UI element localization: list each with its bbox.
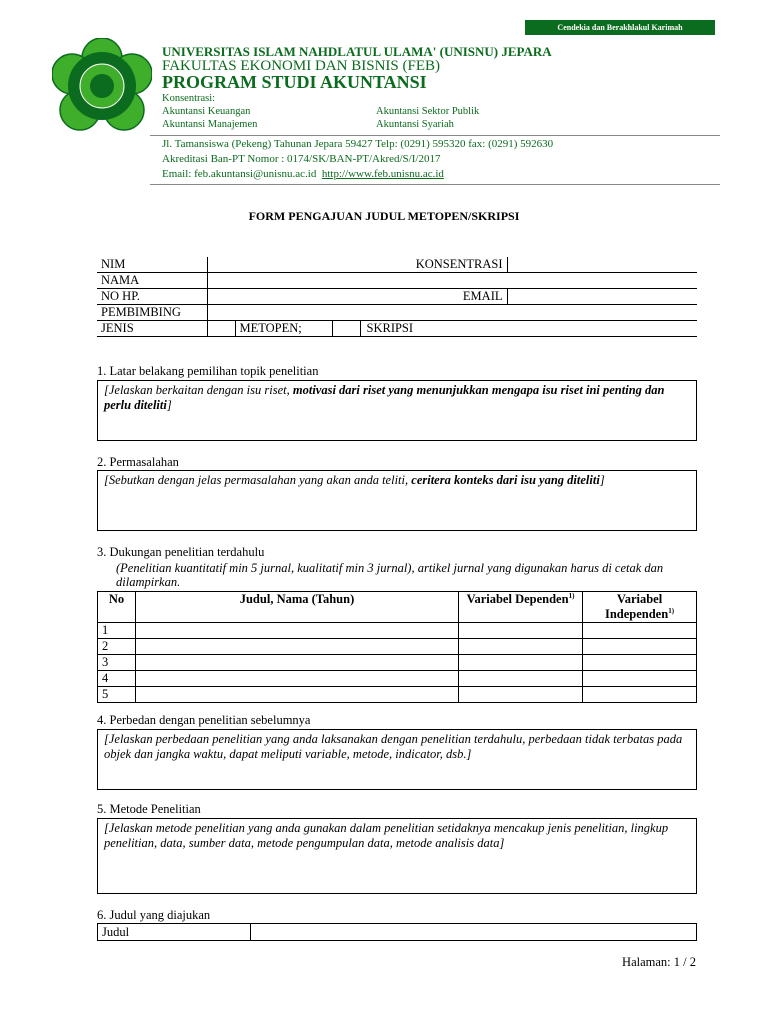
- address: Jl. Tamansiswa (Pekeng) Tahunan Jepara 59427 Telp: (0291) 595320 fax: (0291) 592630: [162, 138, 554, 150]
- nohp-label: NO HP.: [97, 289, 207, 305]
- latar-belakang-field[interactable]: [97, 380, 697, 441]
- instruction: [Jelaskan metode penelitian yang anda gunakan dalam penelitian setidaknya mencakup jenis penelitian, lingkup penelitian, data, sumber data, metode pengumpulan data, metode analisis data]: [104, 821, 669, 850]
- email-field[interactable]: [507, 289, 697, 305]
- cell[interactable]: [583, 623, 697, 639]
- instruction-bold: motivasi dari riset yang menunjukkan mengapa isu riset ini penting dan perlu diteliti: [104, 383, 665, 412]
- table-row: [98, 655, 697, 671]
- metode-field[interactable]: [97, 818, 697, 894]
- identity-table: [97, 257, 697, 337]
- cell[interactable]: [136, 687, 459, 703]
- konsentrasi-label: Konsentrasi:: [162, 93, 216, 104]
- instruction-bold: ceritera konteks dari isu yang diteliti: [411, 473, 600, 487]
- section-3-title: 3. Dukungan penelitian terdahulu: [97, 545, 265, 559]
- skripsi-checkbox[interactable]: [333, 321, 361, 336]
- row-number: 1: [98, 623, 136, 639]
- cell[interactable]: [583, 655, 697, 671]
- nama-label: NAMA: [97, 273, 207, 289]
- cell[interactable]: [459, 639, 583, 655]
- table-row: [98, 623, 697, 639]
- col-independen: Variabel Independen: [604, 592, 669, 622]
- konsentrasi-field[interactable]: [507, 257, 697, 273]
- judul-field[interactable]: [251, 924, 697, 941]
- row-number: 3: [98, 655, 136, 671]
- jenis-label: JENIS: [97, 321, 207, 337]
- skripsi-label: SKRIPSI: [366, 321, 414, 336]
- cell[interactable]: [136, 639, 459, 655]
- metopen-checkbox[interactable]: [208, 321, 236, 336]
- cell[interactable]: [583, 639, 697, 655]
- faculty-name: FAKULTAS EKONOMI DAN BISNIS (FEB): [162, 58, 440, 74]
- section-2-title: 2. Permasalahan: [97, 455, 179, 469]
- row-number: 4: [98, 671, 136, 687]
- row-number: 2: [98, 639, 136, 655]
- instruction: ]: [599, 473, 605, 487]
- section-3-note: (Penelitian kuantitatif min 5 jurnal, kualitatif min 3 jurnal), artikel jurnal yang digunakan harus di cetak dan dilampirkan.: [116, 561, 664, 589]
- col-judul: Judul, Nama (Tahun): [136, 592, 459, 623]
- judul-label: Judul: [98, 924, 251, 941]
- konsentrasi-item: Akuntansi Manajemen: [162, 119, 258, 130]
- konsentrasi-item: Akuntansi Sektor Publik: [376, 106, 480, 117]
- program-name: PROGRAM STUDI AKUNTANSI: [162, 72, 427, 92]
- references-table: [97, 591, 697, 703]
- cell[interactable]: [136, 671, 459, 687]
- instruction: [Jelaskan perbedaan penelitian yang anda laksanakan dengan penelitian terdahulu, perbedaan tidak terbatas pada objek dan jangka waktu, dapat meliputi variable, metode, indicator, dsb.]: [104, 732, 683, 761]
- table-row: [98, 671, 697, 687]
- email: Email: feb.akuntansi@unisnu.ac.id: [162, 168, 317, 180]
- footnote-mark: 1): [568, 592, 575, 600]
- konsentrasi-item: Akuntansi Keuangan: [162, 106, 251, 117]
- pembimbing-field[interactable]: [207, 305, 697, 321]
- cell[interactable]: [459, 687, 583, 703]
- instruction: ]: [166, 398, 172, 412]
- col-dependen: Variabel Dependen: [466, 592, 569, 607]
- page-number: Halaman: 1 / 2: [622, 955, 696, 969]
- university-logo: [52, 38, 152, 134]
- cell[interactable]: [136, 623, 459, 639]
- permasalahan-field[interactable]: [97, 470, 697, 531]
- konsentrasi-item: Akuntansi Syariah: [376, 119, 454, 130]
- section-6-title: 6. Judul yang diajukan: [97, 908, 211, 922]
- divider: [150, 184, 720, 185]
- tagline-badge: Cendekia dan Berakhlakul Karimah: [525, 20, 715, 35]
- cell[interactable]: [459, 671, 583, 687]
- form-title: FORM PENGAJUAN JUDUL METOPEN/SKRIPSI: [248, 209, 520, 223]
- perbedaan-field[interactable]: [97, 729, 697, 790]
- judul-table: [97, 923, 697, 941]
- nim-label: NIM: [97, 257, 207, 273]
- divider: [150, 135, 720, 136]
- col-no: No: [98, 592, 136, 623]
- nama-field[interactable]: [207, 273, 697, 289]
- instruction: [Sebutkan dengan jelas permasalahan yang akan anda teliti,: [104, 473, 412, 487]
- pembimbing-label: PEMBIMBING: [97, 305, 207, 321]
- konsentrasi-label: KONSENTRASI: [207, 257, 507, 273]
- cell[interactable]: [459, 623, 583, 639]
- section-1-title: 1. Latar belakang pemilihan topik penelitian: [97, 364, 319, 378]
- cell[interactable]: [583, 671, 697, 687]
- row-number: 5: [98, 687, 136, 703]
- footnote-mark: 1): [668, 607, 675, 615]
- section-4-title: 4. Perbedan dengan penelitian sebelumnya: [97, 713, 311, 727]
- website-link[interactable]: http://www.feb.unisnu.ac.id: [321, 168, 444, 180]
- cell[interactable]: [136, 655, 459, 671]
- table-row: [98, 639, 697, 655]
- section-5-title: 5. Metode Penelitian: [97, 802, 201, 816]
- university-name: UNIVERSITAS ISLAM NAHDLATUL ULAMA' (UNISNU) JEPARA: [162, 44, 552, 59]
- instruction: [Jelaskan berkaitan dengan isu riset,: [104, 383, 293, 397]
- cell[interactable]: [583, 687, 697, 703]
- table-row: [98, 687, 697, 703]
- akreditasi: Akreditasi Ban-PT Nomor : 0174/SK/BAN-PT/Akred/S/I/2017: [162, 153, 441, 165]
- email-label: EMAIL: [207, 289, 507, 305]
- metopen-label: METOPEN;: [236, 321, 333, 336]
- cell[interactable]: [459, 655, 583, 671]
